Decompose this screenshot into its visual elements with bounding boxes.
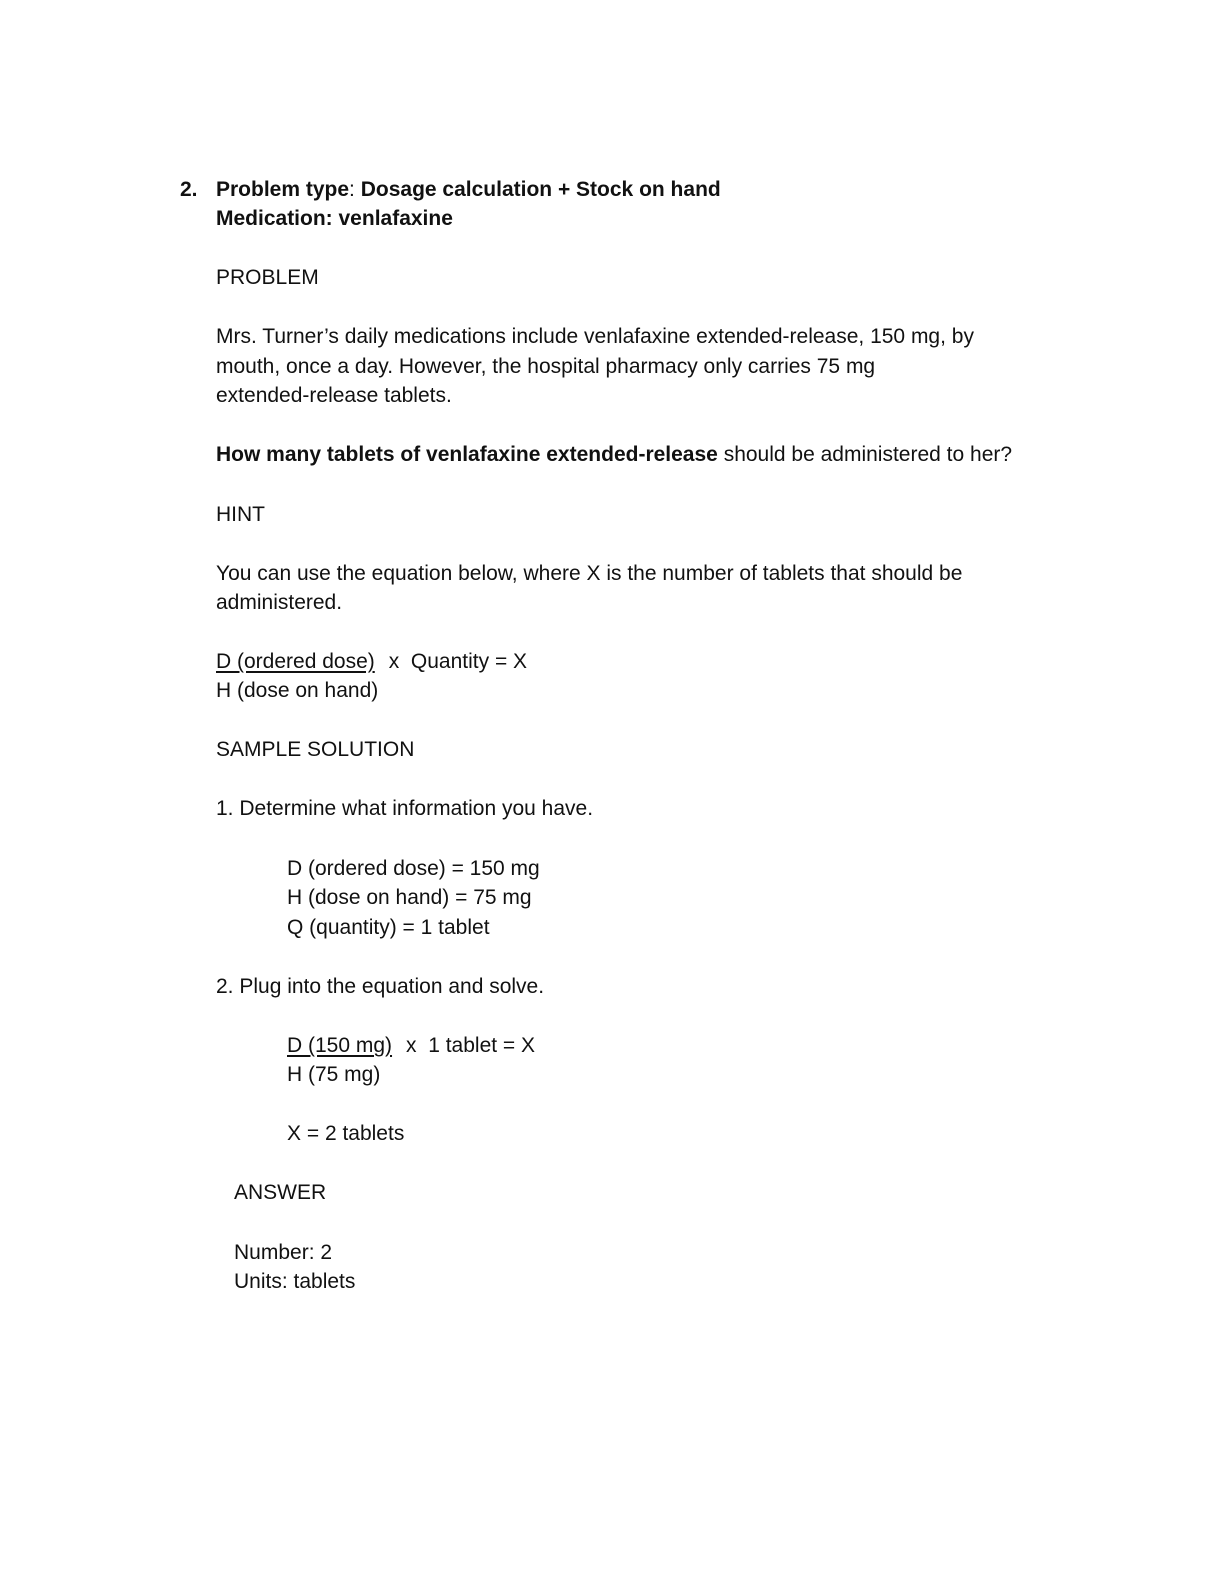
hint-equation-numerator: D (ordered dose) xyxy=(216,650,375,673)
solution-equation-line xyxy=(287,1031,535,1061)
hint-heading: HINT xyxy=(216,503,265,526)
problem-type-value: Dosage calculation + Stock on hand xyxy=(354,178,721,201)
problem-text-line-2: mouth, once a day. However, the hospital pharmacy only carries 75 mg xyxy=(216,355,876,378)
answer-heading: ANSWER xyxy=(234,1181,327,1204)
medication-line: Medication: venlafaxine xyxy=(216,207,453,230)
solution-equation-numerator: D (150 mg) xyxy=(287,1034,393,1057)
hint-equation-rest: x Quantity = X xyxy=(388,650,528,673)
problem-text-line-3: extended-release tablets. xyxy=(216,384,452,407)
question-rest: should be administered to her? xyxy=(717,443,1013,466)
solution-step-2: 2. Plug into the equation and solve. xyxy=(216,975,545,998)
solution-step-1: 1. Determine what information you have. xyxy=(216,797,594,820)
problem-type-colon: : xyxy=(349,178,355,201)
problem-type-label: Problem type xyxy=(216,178,350,201)
hint-text-line-2: administered. xyxy=(216,591,343,614)
hint-equation-denominator: H (dose on hand) xyxy=(216,679,379,702)
problem-text-line-1: Mrs. Turner’s daily medications include venlafaxine extended-release, 150 mg, by xyxy=(216,325,974,348)
hint-equation-line xyxy=(216,647,527,677)
item-number: 2. xyxy=(180,178,198,201)
hint-text-line-1: You can use the equation below, where X is the number of tablets that should be xyxy=(216,562,963,585)
solution-info-line-3: Q (quantity) = 1 tablet xyxy=(287,916,490,939)
solution-heading: SAMPLE SOLUTION xyxy=(216,738,415,761)
problem-heading: PROBLEM xyxy=(216,266,319,289)
answer-number: Number: 2 xyxy=(234,1241,333,1264)
question-bold: How many tablets of venlafaxine extended-release xyxy=(216,443,718,466)
problem-type-line xyxy=(216,175,721,205)
solution-result: X = 2 tablets xyxy=(287,1122,405,1145)
solution-equation-denominator: H (75 mg) xyxy=(287,1063,381,1086)
problem-question xyxy=(216,440,1012,470)
solution-info-line-1: D (ordered dose) = 150 mg xyxy=(287,857,540,880)
solution-equation-rest: x 1 tablet = X xyxy=(406,1034,536,1057)
answer-units: Units: tablets xyxy=(234,1270,356,1293)
solution-info-line-2: H (dose on hand) = 75 mg xyxy=(287,886,532,909)
